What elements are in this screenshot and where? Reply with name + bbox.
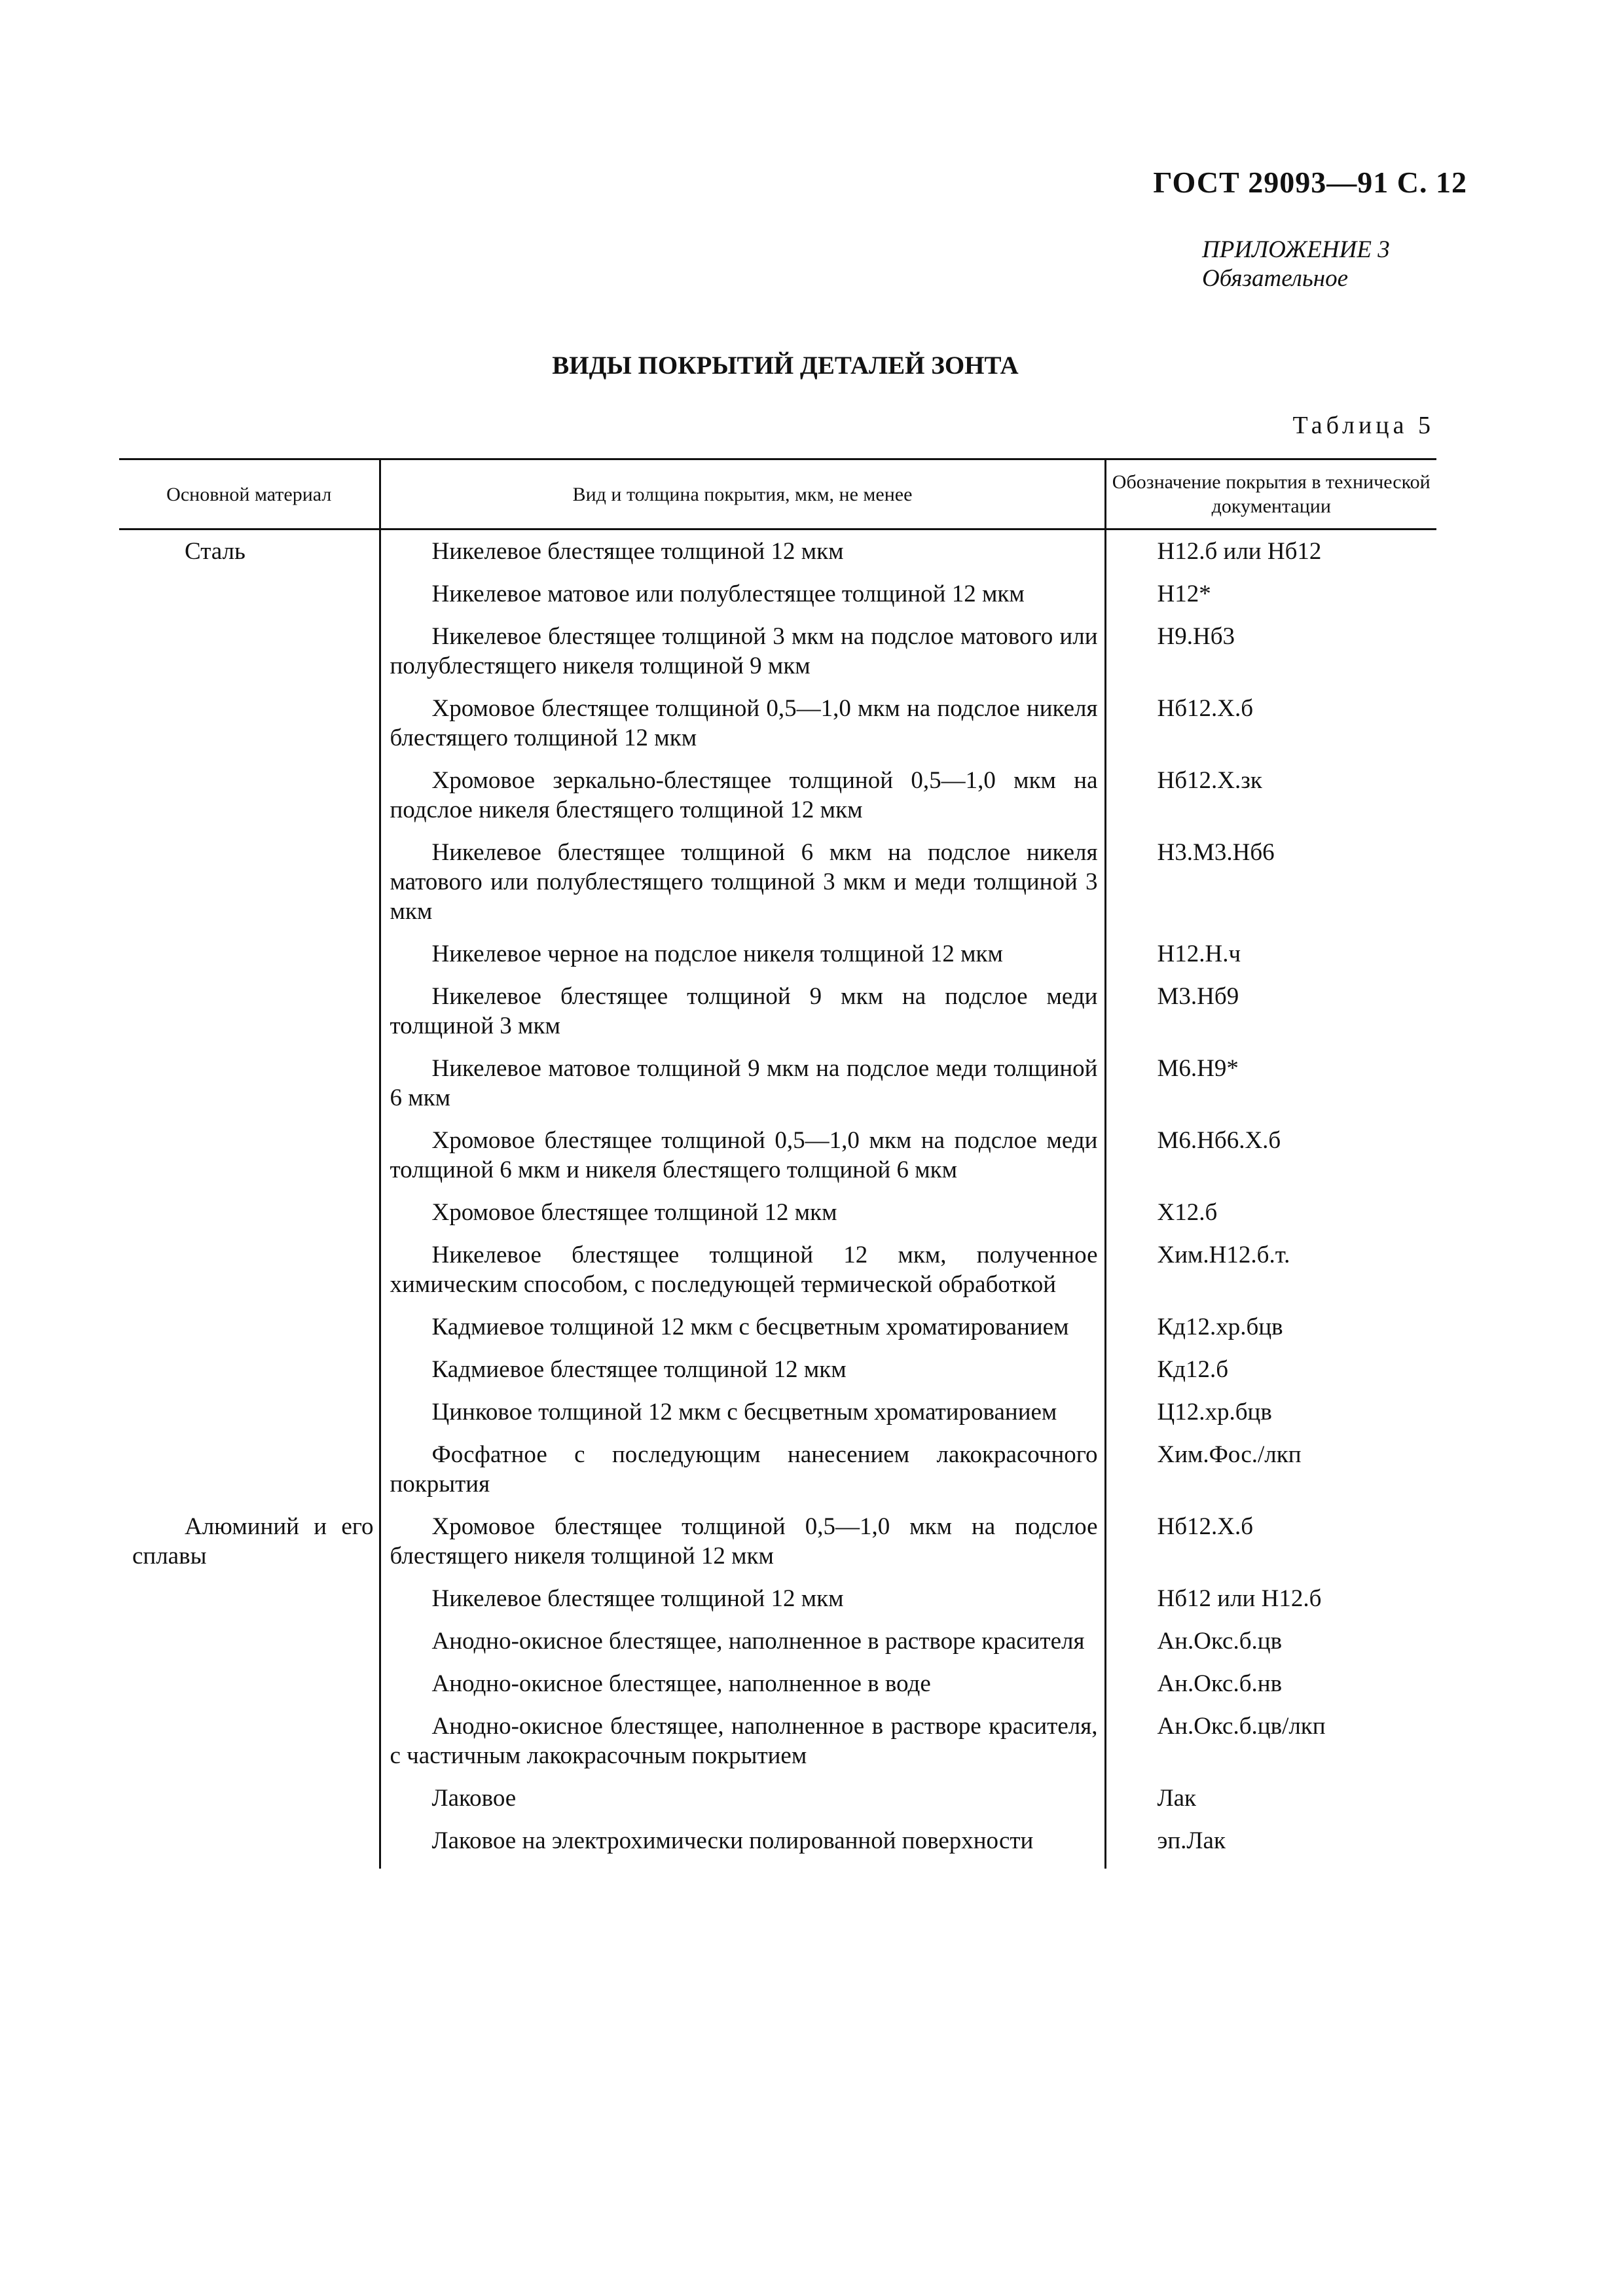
column-header-code: Обозначение покрытия в технической документации (1105, 459, 1436, 529)
cell-material (119, 529, 380, 580)
cell-code: Лак (1157, 1785, 1196, 1812)
table-row (119, 1198, 1436, 1240)
cell-material (119, 1584, 380, 1626)
cell-coating (380, 1312, 1105, 1355)
cell-coating (380, 766, 1105, 838)
cell-coating (380, 1054, 1105, 1126)
cell-coating (380, 1440, 1105, 1512)
appendix-number: ПРИЛОЖЕНИЕ 3 (1202, 236, 1390, 263)
cell-code: Нб12.Х.б (1157, 695, 1254, 722)
material-text: Алюминий и его сплавы (132, 1513, 374, 1570)
cell-coating (380, 939, 1105, 982)
cell-material (119, 1198, 380, 1240)
cell-coating (380, 1784, 1105, 1826)
coating-text: Лаковое (431, 1785, 517, 1812)
cell-material (119, 1512, 380, 1584)
table-row (119, 1240, 1436, 1312)
cell-material (119, 766, 380, 838)
coating-text: Анодно-окисное блестящее, наполненное в воде (431, 1670, 931, 1697)
cell-material (119, 939, 380, 982)
table-label: Таблица 5 (1292, 412, 1434, 439)
coating-text: Хромовое блестящее толщиной 0,5—1,0 мкм на подслое меди толщиной 6 мкм и никеля блестящего толщиной 6 мкм (390, 1127, 1098, 1183)
coating-text: Кадмиевое толщиной 12 мкм с бесцветным хроматированием (431, 1314, 1069, 1340)
cell-code: Нб12.Х.зк (1157, 767, 1262, 794)
cell-code: Кд12.хр.бцв (1157, 1314, 1283, 1340)
coating-text: Хромовое блестящее толщиной 0,5—1,0 мкм на подслое блестящего никеля толщиной 12 мкм (390, 1513, 1098, 1570)
cell-coating (380, 982, 1105, 1054)
cell-code: Хим.Фос./лкп (1157, 1441, 1302, 1468)
table-row (119, 838, 1436, 939)
table-row (119, 982, 1436, 1054)
coatings-table-wrapper (119, 458, 1436, 1869)
coating-text: Хромовое блестящее толщиной 0,5—1,0 мкм на подслое никеля блестящего толщиной 12 мкм (390, 695, 1098, 751)
table-row (119, 622, 1436, 694)
cell-material (119, 1126, 380, 1198)
cell-code: эп.Лак (1157, 1827, 1226, 1854)
material-text: Сталь (185, 538, 246, 565)
coating-text: Никелевое блестящее толщиной 12 мкм (431, 1585, 844, 1612)
cell-coating (380, 694, 1105, 766)
table-row (119, 939, 1436, 982)
cell-code: М6.Н9* (1157, 1055, 1239, 1082)
table-row (119, 1712, 1436, 1784)
cell-coating (380, 1669, 1105, 1712)
coating-text: Никелевое матовое или полублестящее толщиной 12 мкм (431, 581, 1025, 607)
cell-code: Х12.б (1157, 1199, 1218, 1226)
table-row (119, 1512, 1436, 1584)
cell-code: Ц12.хр.бцв (1157, 1399, 1272, 1426)
cell-coating (380, 1584, 1105, 1626)
cell-code: Ан.Окс.б.цв (1157, 1628, 1283, 1655)
cell-coating (380, 579, 1105, 622)
table-row (119, 1784, 1436, 1826)
coating-text: Кадмиевое блестящее толщиной 12 мкм (431, 1356, 847, 1383)
cell-code: Нб12.Х.б (1157, 1513, 1254, 1540)
coating-text: Никелевое черное на подслое никеля толщиной 12 мкм (431, 941, 1003, 967)
table-row (119, 1054, 1436, 1126)
coating-text: Никелевое блестящее толщиной 6 мкм на подслое никеля матового или полублестящего толщиной 3 мкм и меди толщиной 3 мкм (390, 839, 1098, 925)
cell-material (119, 1784, 380, 1826)
table-row (119, 694, 1436, 766)
cell-coating (380, 1355, 1105, 1397)
coatings-table (119, 458, 1436, 1869)
coating-text: Фосфатное с последующим нанесением лакокрасочного покрытия (390, 1441, 1098, 1498)
coating-text: Никелевое блестящее толщиной 12 мкм, полученное химическим способом, с последующей термической обработкой (390, 1242, 1098, 1298)
cell-code: Н3.М3.Нб6 (1157, 839, 1275, 866)
cell-material (119, 1440, 380, 1512)
cell-material (119, 1240, 380, 1312)
coating-text: Никелевое матовое толщиной 9 мкм на подслое меди толщиной 6 мкм (390, 1055, 1098, 1111)
appendix-block (1202, 236, 1390, 293)
cell-coating (380, 529, 1105, 580)
cell-code: Кд12.б (1157, 1356, 1229, 1383)
table-row (119, 1826, 1436, 1869)
cell-material (119, 1669, 380, 1712)
table-row (119, 1355, 1436, 1397)
cell-material (119, 982, 380, 1054)
cell-material (119, 694, 380, 766)
cell-material (119, 1355, 380, 1397)
cell-code: М6.Нб6.Х.б (1157, 1127, 1281, 1154)
cell-coating (380, 838, 1105, 939)
table-row (119, 1397, 1436, 1440)
table-header-row (119, 459, 1436, 529)
cell-material (119, 622, 380, 694)
coating-text: Никелевое блестящее толщиной 9 мкм на подслое меди толщиной 3 мкм (390, 983, 1098, 1039)
cell-coating (380, 1712, 1105, 1784)
document-title: ВИДЫ ПОКРЫТИЙ ДЕТАЛЕЙ ЗОНТА (552, 351, 1019, 380)
cell-coating (380, 1397, 1105, 1440)
table-row (119, 579, 1436, 622)
cell-material (119, 1312, 380, 1355)
coating-text: Лаковое на электрохимически полированной поверхности (431, 1827, 1034, 1854)
cell-material (119, 1826, 380, 1869)
coating-text: Хромовое блестящее толщиной 12 мкм (431, 1199, 837, 1226)
coating-text: Никелевое блестящее толщиной 3 мкм на подслое матового или полублестящего никеля толщиной 9 мкм (390, 623, 1098, 679)
table-row (119, 1626, 1436, 1669)
cell-material (119, 579, 380, 622)
cell-coating (380, 1826, 1105, 1869)
table-row (119, 1584, 1436, 1626)
coating-text: Анодно-окисное блестящее, наполненное в растворе красителя, с частичным лакокрасочным покрытием (390, 1713, 1098, 1769)
appendix-status: Обязательное (1202, 265, 1349, 292)
cell-code: Нб12 или Н12.б (1157, 1585, 1322, 1612)
cell-coating (380, 1626, 1105, 1669)
coating-text: Никелевое блестящее толщиной 12 мкм (431, 538, 844, 565)
standard-page-header: ГОСТ 29093—91 С. 12 (1153, 166, 1467, 199)
cell-coating (380, 1126, 1105, 1198)
cell-material (119, 838, 380, 939)
table-row (119, 766, 1436, 838)
cell-coating (380, 1240, 1105, 1312)
cell-material (119, 1397, 380, 1440)
column-header-coating: Вид и толщина покрытия, мкм, не менее (380, 459, 1105, 529)
cell-material (119, 1626, 380, 1669)
cell-code: Н12.б или Нб12 (1157, 538, 1322, 565)
table-body (119, 529, 1436, 1869)
cell-code: Н12.Н.ч (1157, 941, 1241, 967)
cell-code: Хим.Н12.б.т. (1157, 1242, 1290, 1268)
table-row (119, 1312, 1436, 1355)
cell-code: Ан.Окс.б.нв (1157, 1670, 1283, 1697)
table-row (119, 529, 1436, 580)
cell-code: Н12* (1157, 581, 1211, 607)
coating-text: Хромовое зеркально-блестящее толщиной 0,5—1,0 мкм на подслое никеля блестящего толщиной 12 мкм (390, 767, 1098, 823)
cell-material (119, 1054, 380, 1126)
coating-text: Анодно-окисное блестящее, наполненное в растворе красителя (431, 1628, 1085, 1655)
table-row (119, 1669, 1436, 1712)
cell-material (119, 1712, 380, 1784)
coating-text: Цинковое толщиной 12 мкм с бесцветным хроматированием (431, 1399, 1057, 1426)
cell-coating (380, 1512, 1105, 1584)
table-row (119, 1126, 1436, 1198)
column-header-material: Основной материал (119, 459, 380, 529)
cell-code: Н9.Нб3 (1157, 623, 1235, 650)
cell-code: М3.Нб9 (1157, 983, 1239, 1010)
table-row (119, 1440, 1436, 1512)
cell-coating (380, 622, 1105, 694)
cell-coating (380, 1198, 1105, 1240)
cell-code: Ан.Окс.б.цв/лкп (1157, 1713, 1326, 1740)
